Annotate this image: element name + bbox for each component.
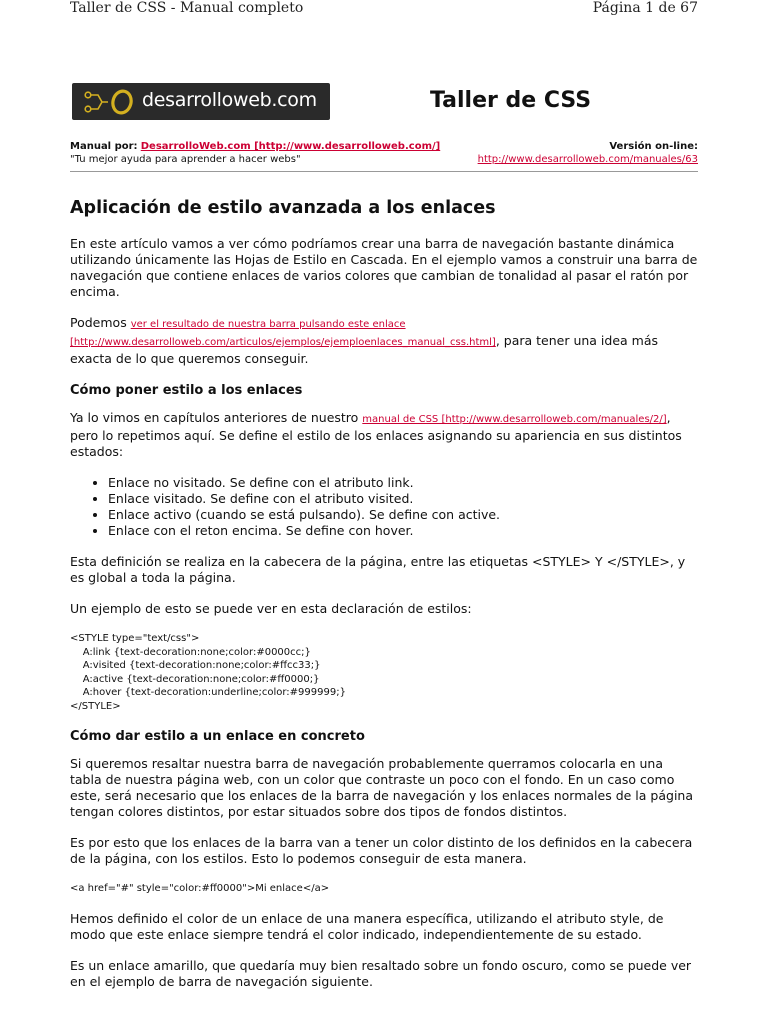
header-divider [70, 171, 698, 172]
page-number: Página 1 de 67 [592, 0, 698, 16]
section-heading-link-styles: Cómo poner estilo a los enlaces [70, 383, 303, 398]
tagline: "Tu mejor ayuda para aprender a hacer webs" [70, 154, 301, 165]
definition-paragraph: Esta definición se realiza en la cabecera de la página, entre las etiquetas <STYLE> Y </STYLE>, y es global a toda la página. [70, 554, 686, 585]
example-intro-paragraph: Un ejemplo de esto se puede ver en esta declaración de estilos: [70, 601, 472, 616]
list-item: • Enlace visitado. Se define con el atributo visited. [108, 491, 698, 507]
manual-text-pre: Ya lo vimos en capítulos anteriores de nuestro [70, 410, 363, 425]
running-header-title: Taller de CSS - Manual completo [70, 0, 304, 16]
running-header [70, 0, 698, 22]
logo-mark-icon [78, 87, 138, 117]
result-text-pre: Podemos [70, 315, 131, 330]
navbar-paragraph: Si queremos resaltar nuestra barra de navegación probablemente querramos colocarla en una tabla de nuestra página web, con un color que contraste un poco con el fondo. En un caso como este, será necesario que los enlaces de la barra de navegación y los enlaces normales de la página tengan colores distintos, por estar situados sobre dos tipos de fondos distintos. [70, 756, 693, 819]
manual-paragraph [70, 410, 698, 460]
version-label: Versión on-line: [609, 141, 698, 152]
document-title: Taller de CSS [430, 88, 592, 113]
list-item: • Enlace no visitado. Se define con el atributo link. [108, 475, 698, 491]
yellow-link-paragraph: Es un enlace amarillo, que quedaría muy bien resaltado sobre un fondo oscuro, como se puede ver en el ejemplo de barra de navegación siguiente. [70, 957, 692, 989]
style-code-block: <STYLE type="text/css"> A:link {text-decoration:none;color:#0000cc;} A:visited {text-decoration:none;color:#ffcc33;} A:active {text-decoration:none;color:#ff0000;} A:hover {text-decoration:underline;color:#999999;} </STYLE> [70, 633, 346, 712]
result-text-post: , para tener una idea más exacta de lo que queremos conseguir. [70, 333, 659, 366]
intro-paragraph: En este artículo vamos a ver cómo podríamos crear una barra de navegación bastante dinámica utilizando únicamente las Hojas de Estilo en Cascada. En el ejemplo vamos a construir una barra de navegación que contiene enlaces de varios colores que cambian de tonalidad al pasar el ratón por encima. [70, 236, 698, 299]
manual-label: Manual por: [70, 141, 138, 152]
author-link[interactable]: DesarrolloWeb.com [http://www.desarrolloweb.com/] [140, 141, 441, 152]
document-meta [70, 140, 698, 166]
section-heading-specific-link: Cómo dar estilo a un enlace en concreto [70, 729, 365, 744]
list-item: • Enlace con el reton encima. Se define con hover. [108, 523, 698, 539]
list-item: • Enlace activo (cuando se está pulsando). Se define con active. [108, 507, 698, 523]
result-link[interactable]: ver el resultado de nuestra barra pulsando este enlace [http://www.desarrolloweb.com/articulos/ejemplos/ejemploenlaces_manual_css.html] [70, 319, 496, 348]
desarrolloweb-logo [72, 83, 330, 120]
inline-style-code: <a href="#" style="color:#ff0000">Mi enlace</a> [70, 883, 330, 894]
different-color-paragraph: Es por esto que los enlaces de la barra van a tener un color distinto de los definidos en la cabecera de la página, con los estilos. Esto lo podemos conseguir de esta manera. [70, 835, 693, 866]
manual-css-link[interactable]: manual de CSS [http://www.desarrolloweb.com/manuales/2/] [362, 414, 667, 425]
manual-text-post: , pero lo repetimos aquí. Se define el estilo de los enlaces asignando su apariencia en sus distintos estados: [70, 410, 682, 459]
version-link[interactable]: http://www.desarrolloweb.com/manuales/63 [477, 154, 698, 165]
article-body [70, 196, 698, 1005]
logo-wordmark: desarrolloweb.com [142, 89, 317, 111]
link-states-list [70, 475, 698, 539]
result-paragraph [70, 315, 698, 367]
specific-color-paragraph: Hemos definido el color de un enlace de una manera específica, utilizando el atributo style, de modo que este enlace siempre tendrá el color indicado, independientemente de su estado. [70, 910, 664, 942]
article-title: Aplicación de estilo avanzada a los enlaces [70, 198, 496, 218]
